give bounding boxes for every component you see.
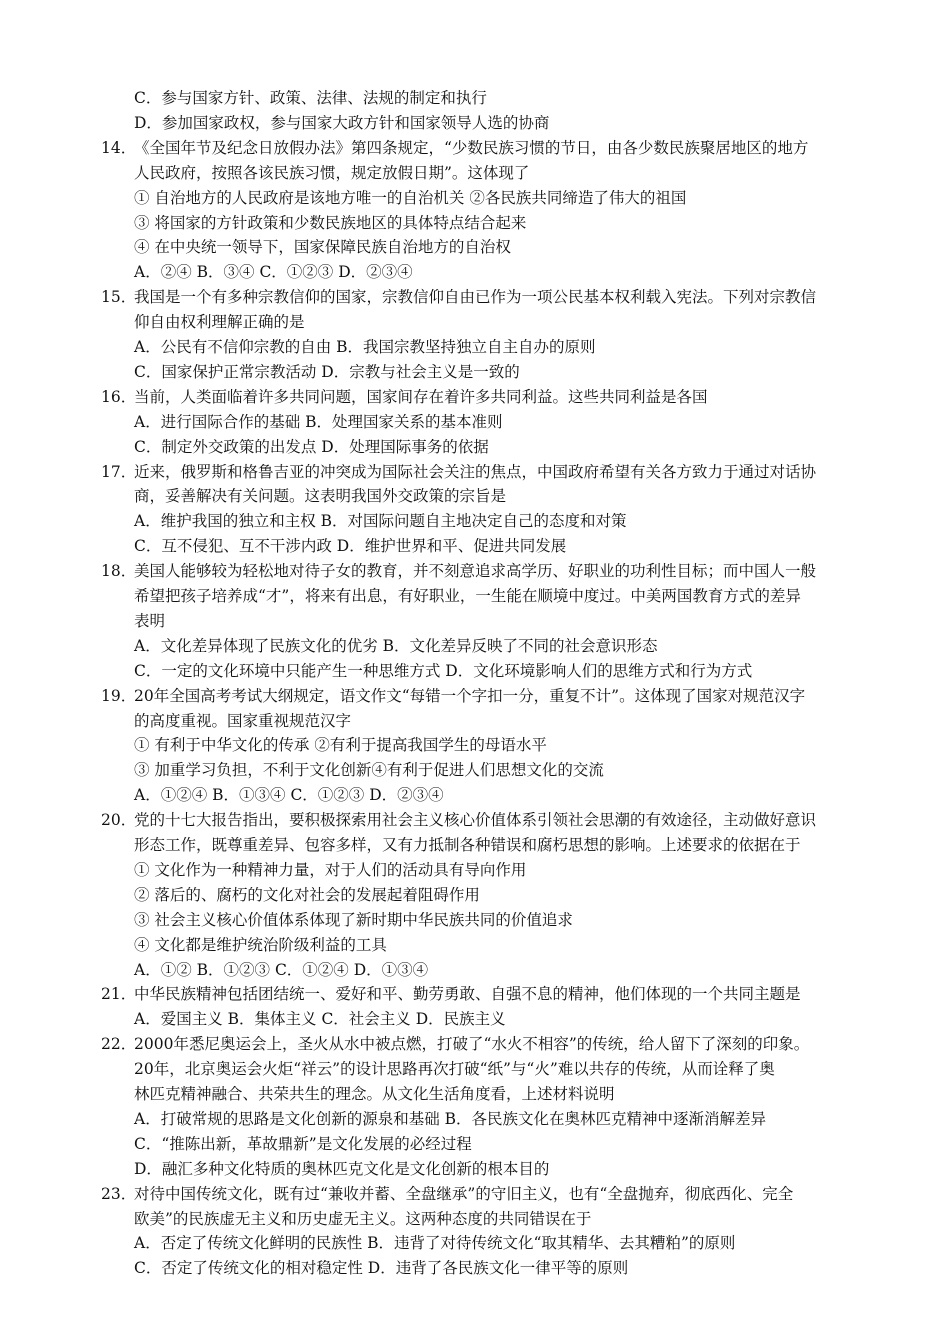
text-line: C．国家保护正常宗教活动 D．宗教与社会主义是一致的: [134, 362, 520, 381]
text-line: C．“推陈出新，革故鼎新”是文化发展的必经过程: [134, 1134, 472, 1153]
text-line: A．①②④ B．①③④ C．①②③ D．②③④: [134, 786, 444, 805]
text-line: A．进行国际合作的基础 B．处理国家关系的基本准则: [134, 412, 503, 431]
text-line: 表明: [134, 611, 166, 630]
text-line: 仰自由权利理解正确的是: [134, 313, 305, 332]
question-number: 17．: [101, 462, 137, 481]
text-line: C．互不侵犯、互不干涉内政 D．维护世界和平、促进共同发展: [134, 537, 567, 556]
text-line: ① 文化作为一种精神力量，对于人们的活动具有导向作用: [134, 860, 527, 879]
text-line: 美国人能够较为轻松地对待子女的教育，并不刻意追求高学历、好职业的功利性目标；而中国人一般: [134, 562, 817, 581]
text-line: 希望把孩子培养成“才”，将来有出息，有好职业，一生能在顺境中度过。中美两国教育方式的差异: [134, 587, 801, 605]
text-line: 2000年悉尼奥运会上，圣火从水中被点燃，打破了“水火不相容”的传统，给人留下了深刻的印象。: [134, 1035, 810, 1054]
text-line: C．否定了传统文化的相对稳定性 D．违背了各民族文化一律平等的原则: [134, 1259, 629, 1278]
text-line: C．一定的文化环境中只能产生一种思维方式 D．文化环境影响人们的思维方式和行为方式: [134, 661, 753, 680]
text-line: 20年，北京奥运会火炬“祥云”的设计思路再次打破“纸”与“火”难以共存的传统，从而诠释了奥: [134, 1060, 775, 1079]
text-line: ④ 在中央统一领导下，国家保障民族自治地方的自治权: [134, 238, 511, 257]
text-line: 形态工作，既尊重差异、包容多样，又有力抵制各种错误和腐朽思想的影响。上述要求的依据在于: [134, 836, 801, 854]
text-line: D．参加国家政权，参与国家大政方针和国家领导人选的协商: [134, 113, 550, 132]
text-line: 党的十七大报告指出，要积极探索用社会主义核心价值体系引领社会思潮的有效途径，主动做好意识: [134, 811, 817, 830]
text-line: 欧美”的民族虚无主义和历史虚无主义。这两种态度的共同错误在于: [134, 1209, 592, 1228]
text-line: C．参与国家方针、政策、法律、法规的制定和执行: [134, 89, 487, 107]
text-line: 中华民族精神包括团结统一、爱好和平、勤劳勇敢、自强不息的精神，他们体现的一个共同主题是: [134, 985, 801, 1004]
text-line: A．②④ B．③④ C．①②③ D．②③④: [134, 263, 413, 282]
text-line: 近来，俄罗斯和格鲁吉亚的冲突成为国际社会关注的焦点，中国政府希望有关各方致力于通过对话协: [134, 462, 817, 481]
text-line: C．制定外交政策的出发点 D．处理国际事务的依据: [134, 437, 489, 456]
text-line: 林匹克精神融合、共荣共生的理念。从文化生活角度看，上述材料说明: [134, 1085, 615, 1103]
text-line: 当前，人类面临着许多共同问题，国家间存在着许多共同利益。这些共同利益是各国: [134, 387, 708, 406]
text-line: 商，妥善解决有关问题。这表明我国外交政策的宗旨是: [134, 487, 507, 506]
text-line: 人民政府，按照各该民族习惯，规定放假日期”。这体现了: [134, 163, 530, 182]
text-line: 对待中国传统文化，既有过“兼收并蓄、全盘继承”的守旧主义，也有“全盘抛弃，彻底西化、完全: [134, 1184, 794, 1203]
question-number: 21．: [101, 985, 137, 1004]
text-line: A．打破常规的思路是文化创新的源泉和基础 B．各民族文化在奥林匹克精神中逐渐消解差异: [134, 1109, 767, 1128]
text-line: ④ 文化都是维护统治阶级利益的工具: [134, 935, 387, 954]
text-line: 20年全国高考考试大纲规定，语文作文“每错一个字扣一分，重复不计”。这体现了国家对规范汉字: [134, 686, 806, 705]
text-line: ① 自治地方的人民政府是该地方唯一的自治机关 ②各民族共同缔造了伟大的祖国: [134, 188, 687, 207]
question-number: 22．: [101, 1035, 137, 1054]
text-line: 的高度重视。国家重视规范汉字: [134, 711, 352, 730]
question-number: 18．: [101, 562, 137, 581]
text-line: ③ 社会主义核心价值体系体现了新时期中华民族共同的价值追求: [134, 910, 573, 929]
text-line: A．否定了传统文化鲜明的民族性 B．违背了对待传统文化“取其精华、去其糟粕”的原则: [134, 1234, 736, 1253]
question-number: 23．: [101, 1184, 137, 1203]
text-line: A．①② B．①②③ C．①②④ D．①③④: [134, 960, 429, 979]
text-line: A．爱国主义 B．集体主义 C．社会主义 D．民族主义: [134, 1010, 506, 1029]
text-line: ③ 加重学习负担，不利于文化创新④有利于促进人们思想文化的交流: [134, 761, 604, 780]
question-number: 14．: [101, 138, 137, 157]
text-line: 我国是一个有多种宗教信仰的国家，宗教信仰自由已作为一项公民基本权利载入宪法。下列对宗教信: [134, 288, 817, 307]
text-line: ② 落后的、腐朽的文化对社会的发展起着阻碍作用: [134, 885, 480, 904]
text-line: A．公民有不信仰宗教的自由 B．我国宗教坚持独立自主自办的原则: [134, 338, 596, 356]
question-number: 16．: [101, 387, 137, 406]
text-line: ③ 将国家的方针政策和少数民族地区的具体特点结合起来: [134, 213, 527, 232]
text-line: 《全国年节及纪念日放假办法》第四条规定，“少数民族习惯的节日，由各少数民族聚居地区的地方: [134, 138, 809, 157]
question-number: 20．: [101, 811, 137, 830]
text-line: ① 有利于中华文化的传承 ②有利于提高我国学生的母语水平: [134, 736, 547, 755]
question-number: 15．: [101, 288, 137, 307]
text-line: A．文化差异体现了民族文化的优劣 B．文化差异反映了不同的社会意识形态: [134, 636, 658, 655]
question-number: 19．: [101, 686, 137, 705]
text-line: D．融汇多种文化特质的奥林匹克文化是文化创新的根本目的: [134, 1159, 550, 1178]
text-line: A．维护我国的独立和主权 B．对国际问题自主地决定自己的态度和对策: [134, 512, 627, 531]
